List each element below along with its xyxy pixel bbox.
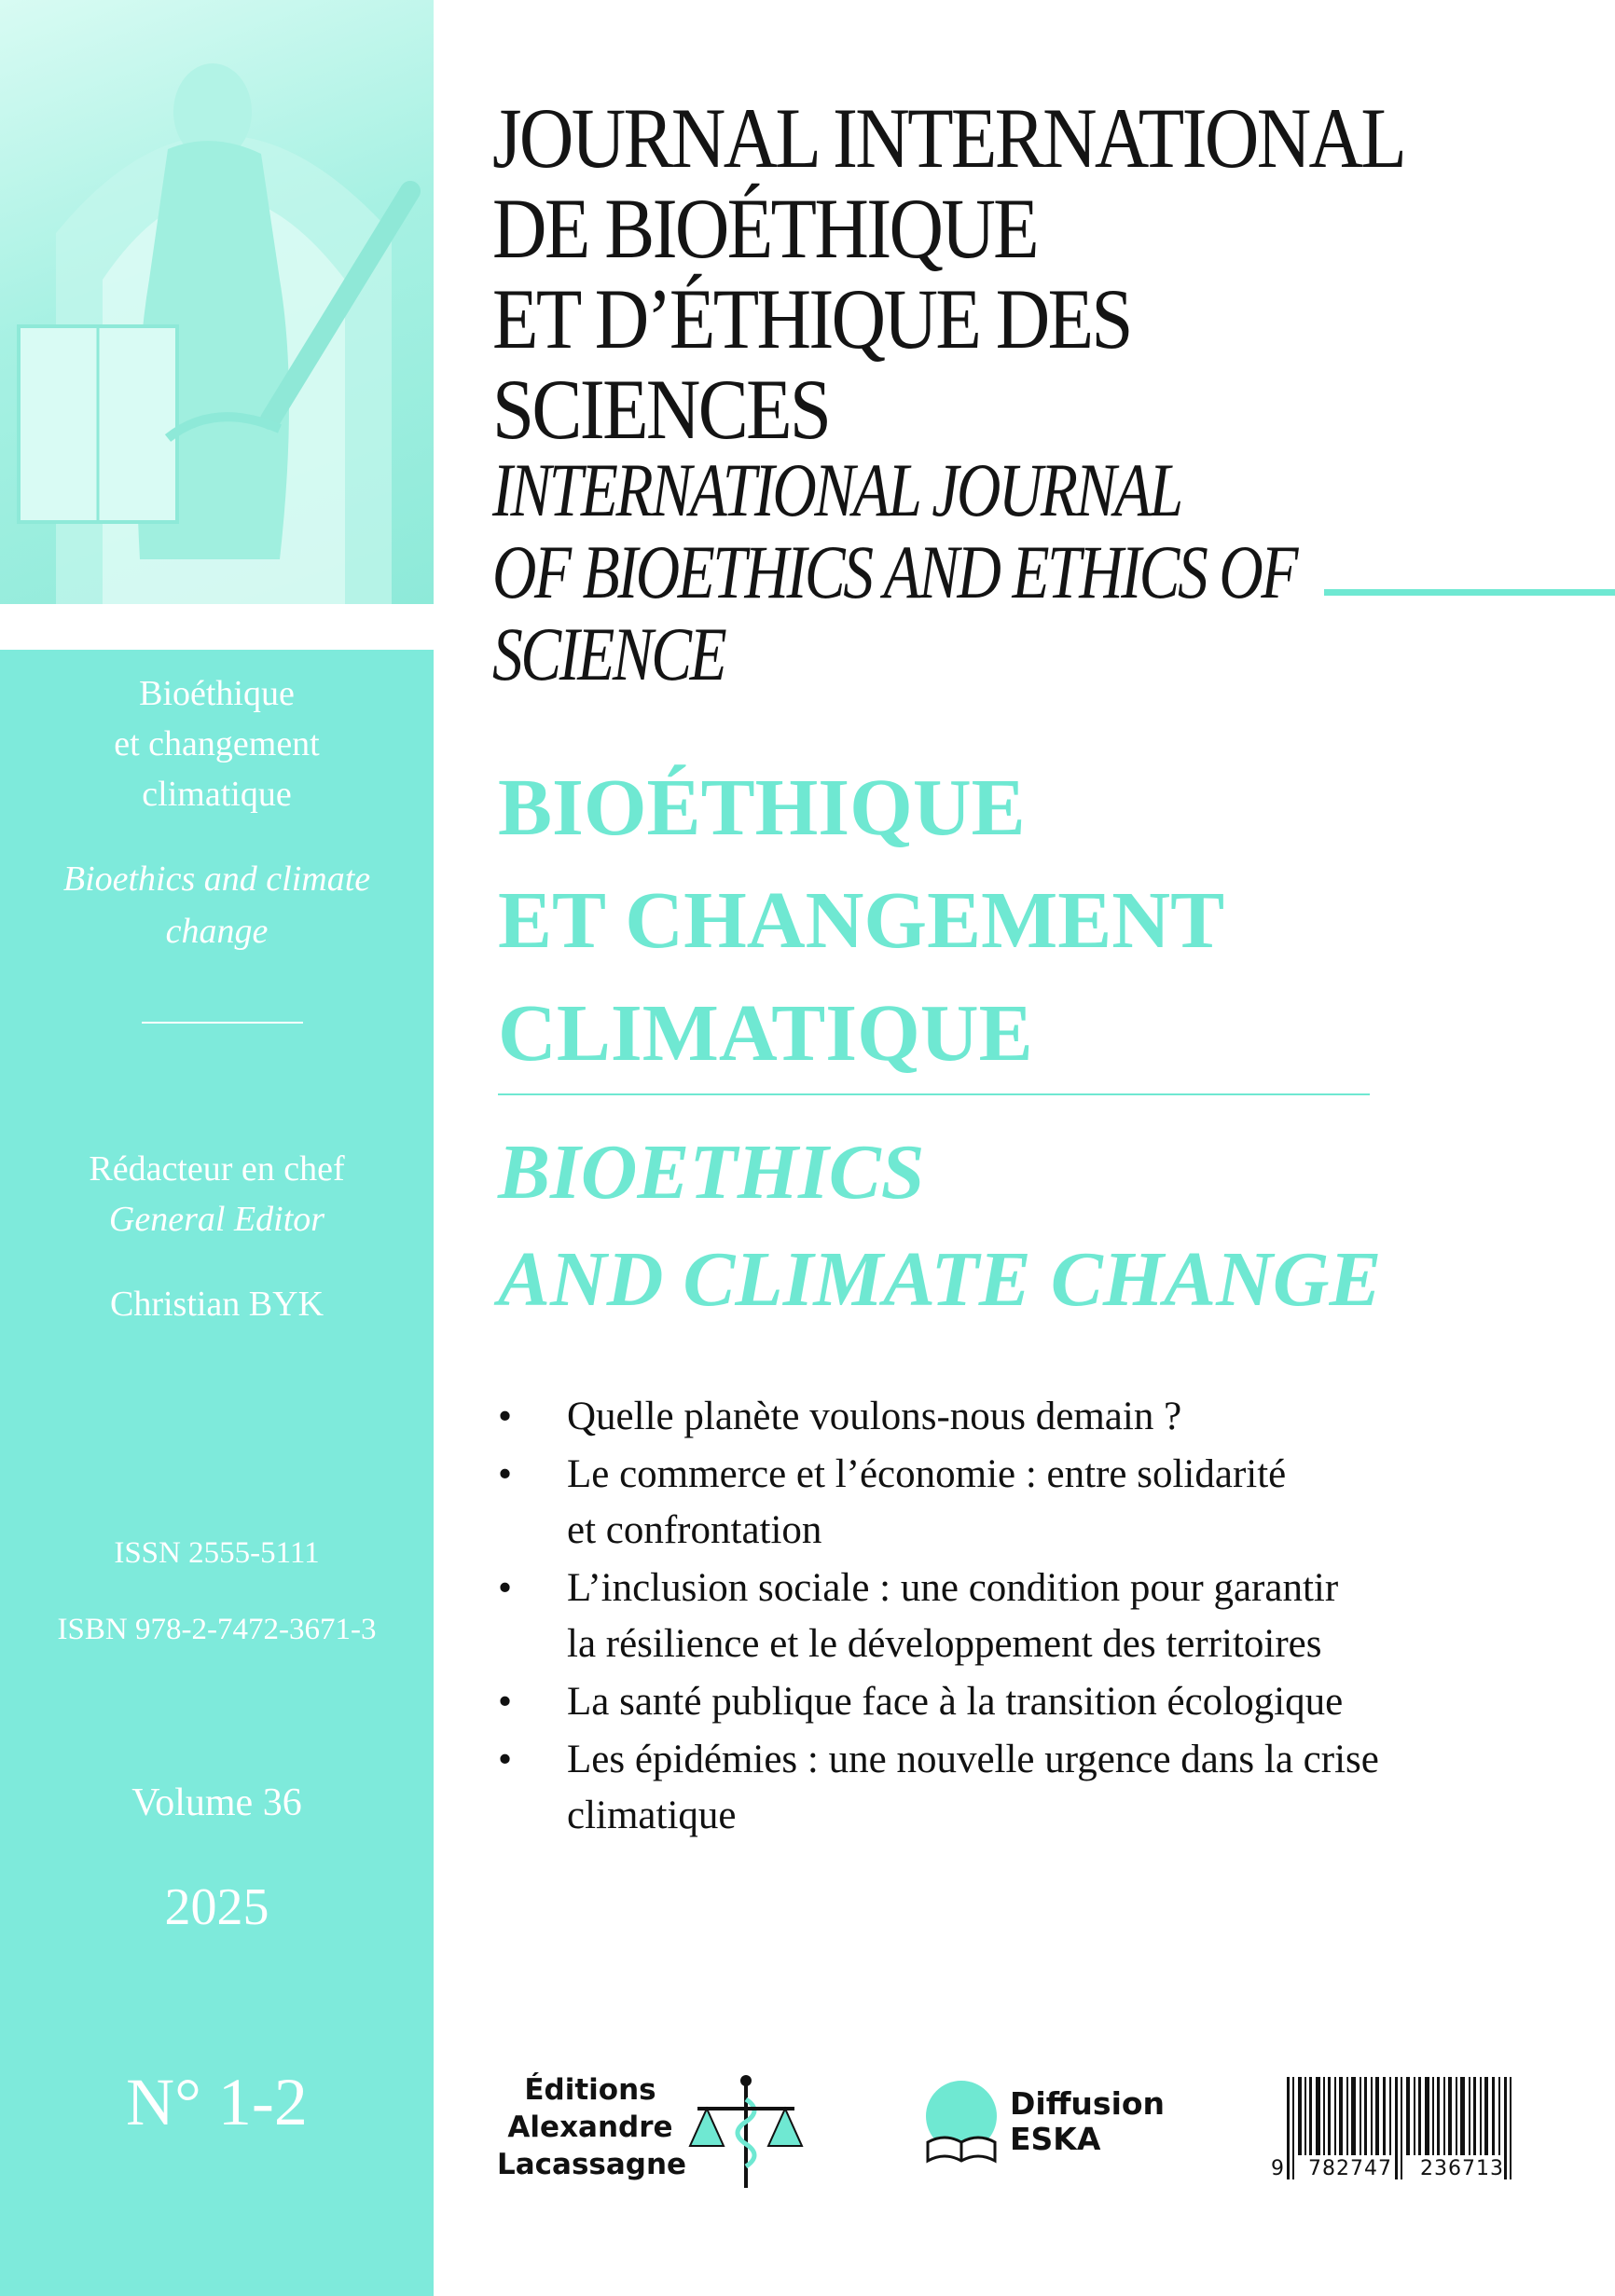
topics-list (494, 1389, 1576, 1846)
bullet-icon: • (498, 1395, 513, 1438)
theme-title-en-line: AND CLIMATE CHANGE (498, 1236, 1382, 1323)
journal-title-fr (492, 90, 1436, 457)
isbn: ISBN 978-2-7472-3671-3 (57, 1613, 377, 1646)
publisher-name (497, 2071, 687, 2183)
sidebar-divider (142, 1022, 303, 1024)
topic-line: Quelle planète voulons-nous demain ? (567, 1395, 1182, 1438)
distributor-name-line: Diffusion (1010, 2085, 1166, 2122)
bullet-icon: • (498, 1680, 513, 1724)
open-book-icon (918, 2077, 1004, 2170)
title-accent-rule (1324, 589, 1615, 596)
sidebar-theme-fr-line: Bioéthique (139, 674, 295, 713)
journal-title-en-line: INTERNATIONAL JOURNAL (492, 447, 1181, 532)
journal-title-en (492, 449, 1350, 695)
volume: Volume 36 (131, 1781, 302, 1824)
list-item (494, 1674, 1576, 1730)
sidebar-theme-fr (0, 668, 434, 819)
topic-line: Les épidémies : une nouvelle urgence dans la crise (567, 1738, 1379, 1781)
journal-title-fr-line: ET D’ÉTHIQUE DES SCIENCES (492, 271, 1131, 457)
journal-title-fr-line: DE BIOÉTHIQUE (492, 181, 1037, 276)
sidebar-theme-en-line: Bioethics and climate (62, 859, 371, 899)
list-item (494, 1389, 1576, 1445)
list-item (494, 1560, 1576, 1672)
journal-title-en-line: OF BIOETHICS AND ETHICS OF SCIENCE (492, 529, 1297, 696)
barcode-digit-group: 9 (1271, 2157, 1285, 2180)
topic-line: L’inclusion sociale : une condition pour garantir (567, 1566, 1339, 1610)
sidebar-theme-en (0, 853, 434, 957)
editor-role-en: General Editor (108, 1200, 325, 1239)
sidebar-theme-fr-line: et changement (114, 724, 320, 763)
list-item (494, 1447, 1576, 1559)
issue-number: N° 1-2 (126, 2065, 308, 2139)
year: 2025 (164, 1878, 269, 1936)
topic-line: la résilience et le développement des territoires (567, 1622, 1322, 1666)
theme-title-fr-line: ET CHANGEMENT (498, 874, 1225, 965)
topic-line: Le commerce et l’économie : entre solidarité (567, 1452, 1287, 1496)
theme-title-fr (498, 750, 1570, 1089)
cover-statue-photo (0, 0, 434, 604)
theme-title-en (498, 1119, 1570, 1333)
publisher-name-line: Éditions (524, 2073, 656, 2107)
bullet-icon: • (498, 1738, 513, 1781)
publisher-name-line: Lacassagne (497, 2148, 687, 2181)
distributor-name (1010, 2086, 1165, 2157)
topic-line: climatique (567, 1794, 737, 1837)
editor-name: Christian BYK (109, 1285, 324, 1324)
theme-title-fr-line: BIOÉTHIQUE (498, 762, 1026, 852)
theme-divider (498, 1093, 1370, 1095)
barcode-digit-group: 782747 (1308, 2157, 1392, 2180)
editor-role-fr: Rédacteur en chef (89, 1149, 345, 1189)
distributor-name-line: ESKA (1010, 2121, 1101, 2157)
sidebar-theme-en-line: change (165, 912, 269, 951)
theme-title-en-line: BIOETHICS (498, 1129, 925, 1216)
issn: ISSN 2555-5111 (114, 1536, 320, 1570)
sidebar-panel (0, 650, 434, 2296)
list-item (494, 1732, 1576, 1844)
publisher-name-line: Alexandre (507, 2110, 673, 2144)
publisher-logo (497, 2071, 805, 2193)
statue-illustration (0, 0, 434, 604)
topic-line: et confrontation (567, 1508, 822, 1552)
bullet-icon: • (498, 1566, 513, 1610)
sidebar-theme-fr-line: climatique (142, 775, 292, 814)
barcode-digit-group: 236713 (1420, 2157, 1504, 2180)
topic-line: La santé publique face à la transition écologique (567, 1680, 1344, 1724)
scales-caduceus-icon (688, 2071, 805, 2193)
journal-title-fr-line: JOURNAL INTERNATIONAL (492, 90, 1405, 186)
bullet-icon: • (498, 1452, 513, 1496)
theme-title-fr-line: CLIMATIQUE (498, 987, 1033, 1078)
distributor-logo (918, 2077, 1166, 2189)
